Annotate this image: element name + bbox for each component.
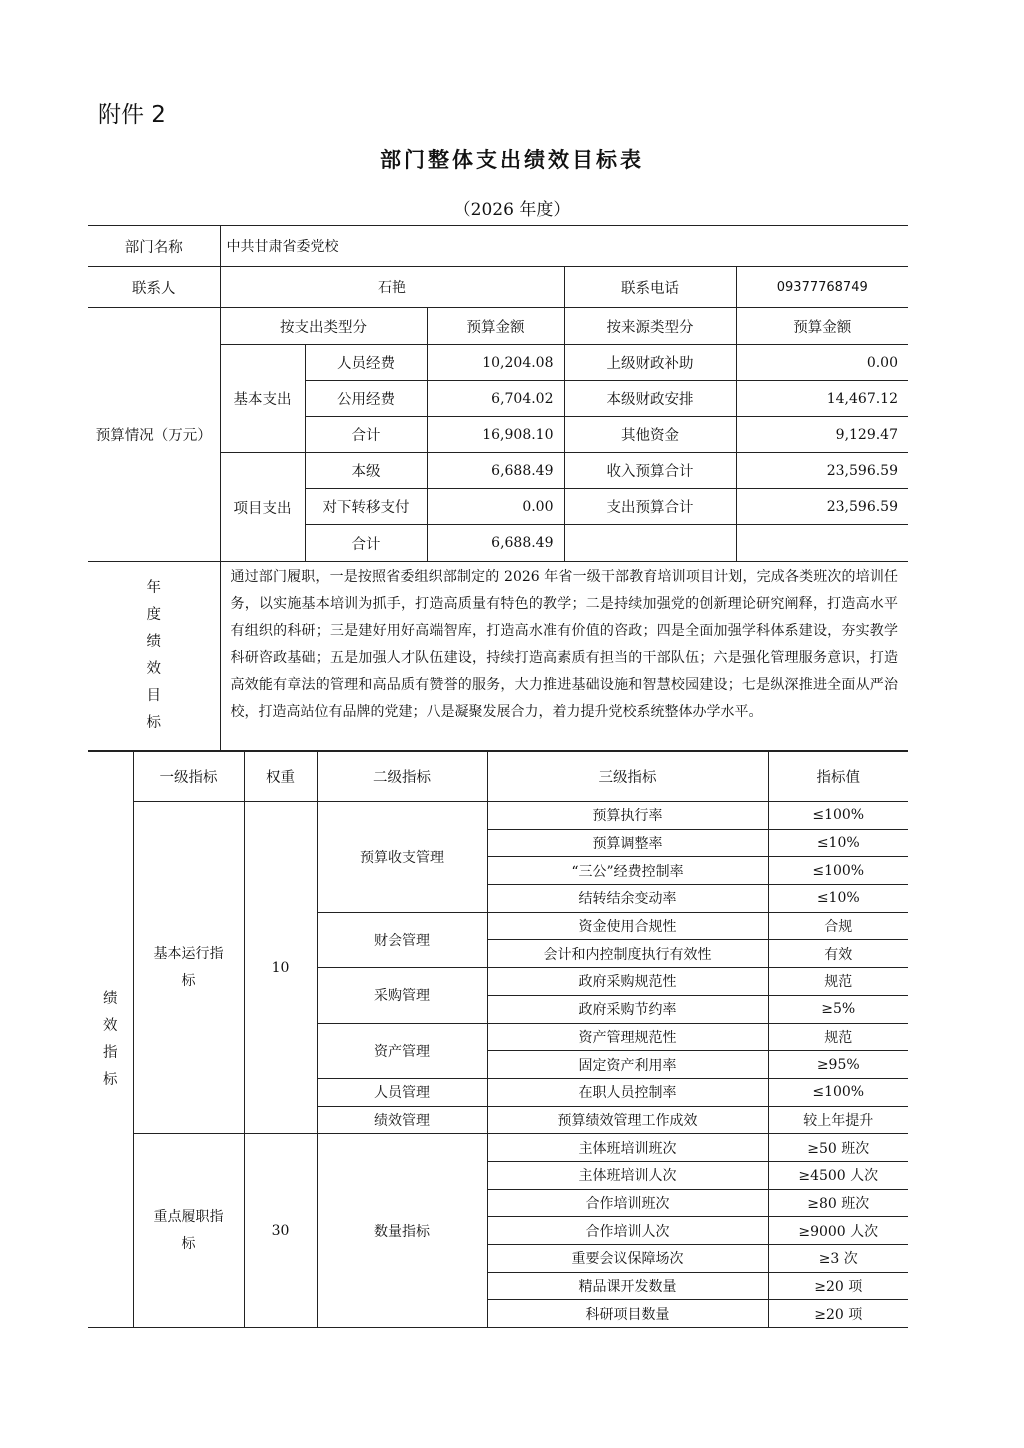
indicator-value: 规范: [768, 968, 908, 996]
amount2-header: 预算金额: [736, 308, 908, 345]
source-value: 23,596.59: [736, 453, 908, 489]
attachment-label: 附件 2: [98, 102, 166, 128]
budget-value: 6,688.49: [427, 525, 564, 562]
source-value: 14,467.12: [736, 381, 908, 417]
level3-item: “三公”经费控制率: [487, 857, 768, 885]
budget-value: 16,908.10: [427, 417, 564, 453]
level3-item: 主体班培训人次: [487, 1161, 768, 1189]
goal-label: [88, 562, 220, 751]
level3-item: 预算执行率: [487, 802, 768, 830]
goal-label-text: 年度绩效目标: [146, 580, 161, 731]
level3-item: 合作培训人次: [487, 1217, 768, 1245]
indicator-value: ≥20 项: [768, 1272, 908, 1300]
budget-item: 人员经费: [305, 345, 427, 381]
contact-row: [88, 267, 908, 308]
indicator-value: 合规: [768, 912, 908, 940]
indicator-value: ≤100%: [768, 1078, 908, 1106]
indicators-label: [88, 752, 133, 1328]
level3-item: 预算调整率: [487, 829, 768, 857]
indicator-value: ≥20 项: [768, 1300, 908, 1328]
level2-performance: 绩效管理: [317, 1106, 487, 1134]
source-value: 23,596.59: [736, 489, 908, 525]
goal-text: 通过部门履职，一是按照省委组织部制定的 2026 年省一级干部教育培训项目计划，完成各类班次的培训任务，以实施基本培训为抓手，打造高质量有特色的教学；二是持续加强党的创新理论研究阐释，打造高水平有组织的科研；三是建好用好高端智库，打造高水准有价值的咨政；四是全面加强学科体系建设，夯实教学科研咨政基础；五是加强人才队伍建设，持续打造高素质有担当的干部队伍；六是强化管理服务意识，打造高效能有章法的管理和高品质有赞誉的服务，大力推进基础设施和智慧校园建设；七是纵深推进全面从严治校，打造高站位有品牌的党建；八是凝聚发展合力，着力提升党校系统整体办学水平。: [220, 562, 908, 751]
budget-value: 10,204.08: [427, 345, 564, 381]
weight-key: 30: [244, 1134, 317, 1328]
budget-item: 对下转移支付: [305, 489, 427, 525]
source-item: [564, 525, 736, 562]
indicator-value: ≥4500 人次: [768, 1161, 908, 1189]
indicator-value: ≥9000 人次: [768, 1217, 908, 1245]
indicator-value: ≥95%: [768, 1051, 908, 1079]
contact-label: 联系人: [88, 267, 220, 308]
header-weight: 权重: [244, 752, 317, 802]
indicator-value: ≥50 班次: [768, 1134, 908, 1162]
year-subtitle: （2026 年度）: [453, 200, 571, 220]
level3-item: 固定资产利用率: [487, 1051, 768, 1079]
page-title: 部门整体支出绩效目标表: [380, 147, 644, 172]
source-value: 9,129.47: [736, 417, 908, 453]
goal-row: [88, 562, 908, 751]
indicator-value: ≥80 班次: [768, 1189, 908, 1217]
source-value: 0.00: [736, 345, 908, 381]
level3-item: 资产管理规范性: [487, 1023, 768, 1051]
source-value: [736, 525, 908, 562]
level2-quantity: 数量指标: [317, 1134, 487, 1328]
indicator-header-row: [88, 752, 908, 802]
level3-item: 资金使用合规性: [487, 912, 768, 940]
level2-accounting: 财会管理: [317, 912, 487, 967]
indicators-label-text: 绩效指标: [103, 990, 118, 1088]
budget-value: 6,704.02: [427, 381, 564, 417]
indicator-table: [88, 751, 908, 1328]
level3-item: 重要会议保障场次: [487, 1245, 768, 1273]
indicator-value: ≥3 次: [768, 1245, 908, 1273]
level3-item: 预算绩效管理工作成效: [487, 1106, 768, 1134]
level2-assets: 资产管理: [317, 1023, 487, 1078]
indicator-value: ≤100%: [768, 802, 908, 830]
level3-item: 在职人员控制率: [487, 1078, 768, 1106]
by-source-header: 按来源类型分: [564, 308, 736, 345]
level2-personnel: 人员管理: [317, 1078, 487, 1106]
budget-item: 公用经费: [305, 381, 427, 417]
level3-item: 精品课开发数量: [487, 1272, 768, 1300]
indicator-value: 较上年提升: [768, 1106, 908, 1134]
source-item: 上级财政补助: [564, 345, 736, 381]
basic-expense-label: 基本支出: [220, 345, 305, 453]
budget-table: [88, 225, 908, 751]
level3-item: 政府采购节约率: [487, 995, 768, 1023]
level2-budget: 预算收支管理: [317, 802, 487, 913]
level2-procurement: 采购管理: [317, 968, 487, 1023]
phone-value: 09377768749: [736, 267, 908, 308]
indicator-value: 有效: [768, 940, 908, 968]
dept-row: [88, 226, 908, 267]
amount-header: 预算金额: [427, 308, 564, 345]
level1-basic: 基本运行指标: [133, 802, 244, 1134]
budget-value: 0.00: [427, 489, 564, 525]
header-value: 指标值: [768, 752, 908, 802]
level3-item: 主体班培训班次: [487, 1134, 768, 1162]
budget-item: 本级: [305, 453, 427, 489]
indicator-value: ≤100%: [768, 857, 908, 885]
indicator-value: ≤10%: [768, 829, 908, 857]
budget-item: 合计: [305, 525, 427, 562]
level3-item: 科研项目数量: [487, 1300, 768, 1328]
header-level3: 三级指标: [487, 752, 768, 802]
source-item: 收入预算合计: [564, 453, 736, 489]
source-item: 支出预算合计: [564, 489, 736, 525]
indicator-value: 规范: [768, 1023, 908, 1051]
indicator-value: ≤10%: [768, 885, 908, 913]
budget-label: 预算情况（万元）: [88, 308, 220, 562]
budget-item: 合计: [305, 417, 427, 453]
header-level1: 一级指标: [133, 752, 244, 802]
level1-key: 重点履职指标: [133, 1134, 244, 1328]
budget-header-row: [88, 308, 908, 345]
source-item: 本级财政安排: [564, 381, 736, 417]
contact-value: 石艳: [220, 267, 564, 308]
weight-basic: 10: [244, 802, 317, 1134]
level3-item: 结转结余变动率: [487, 885, 768, 913]
dept-label: 部门名称: [88, 226, 220, 267]
by-expense-header: 按支出类型分: [220, 308, 427, 345]
project-expense-label: 项目支出: [220, 453, 305, 562]
header-level2: 二级指标: [317, 752, 487, 802]
indicator-value: ≥5%: [768, 995, 908, 1023]
indicator-row: [88, 802, 908, 830]
budget-value: 6,688.49: [427, 453, 564, 489]
indicator-row: [88, 1134, 908, 1162]
dept-value: 中共甘肃省委党校: [220, 226, 908, 267]
level3-item: 合作培训班次: [487, 1189, 768, 1217]
level3-item: 会计和内控制度执行有效性: [487, 940, 768, 968]
phone-label: 联系电话: [564, 267, 736, 308]
source-item: 其他资金: [564, 417, 736, 453]
level3-item: 政府采购规范性: [487, 968, 768, 996]
